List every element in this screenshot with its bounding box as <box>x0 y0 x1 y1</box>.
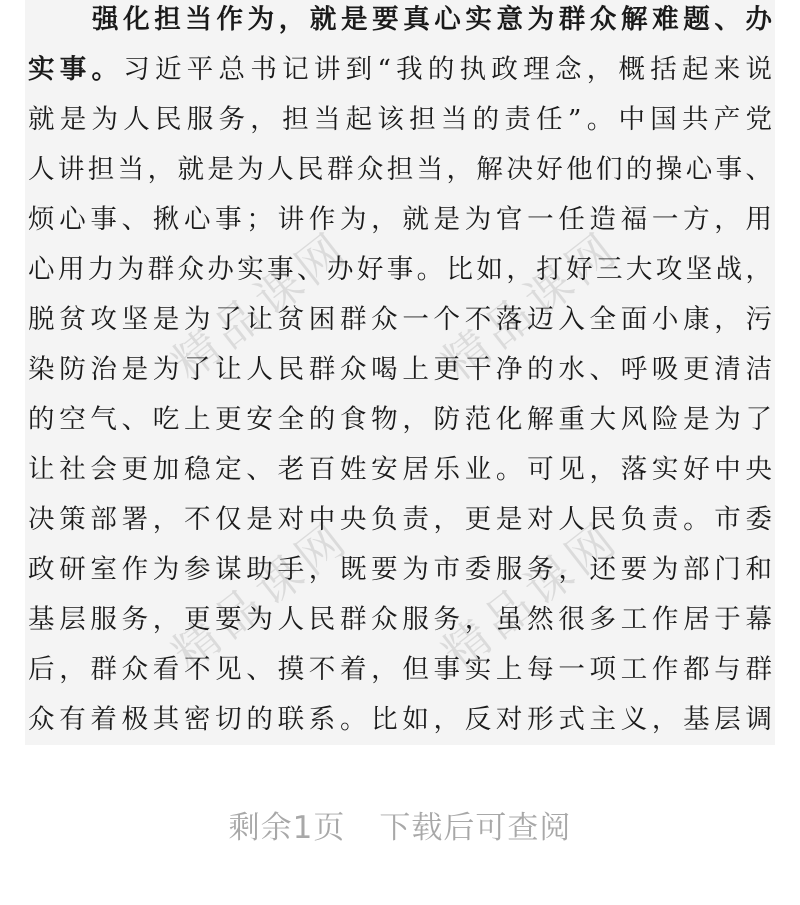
paragraph-line: 就是为人民服务，担当起该担当的责任”。中国共产党 <box>28 104 772 135</box>
paragraph-line: 众有着极其密切的联系。比如，反对形式主义，基层调 <box>28 704 772 735</box>
watermark: 精品课网 <box>432 510 630 681</box>
paragraph-line: 烦心事、揪心事；讲作为，就是为官一任造福一方，用 <box>28 204 772 235</box>
line-text: 习近平总书记讲到“我的执政理念，概括起来说 <box>123 54 772 85</box>
paragraph-line: 基层服务，更要为人民群众服务，虽然很多工作居于幕 <box>28 604 772 635</box>
paragraph-line: 的空气、吃上更安全的食物，防范化解重大风险是为了 <box>28 404 772 435</box>
paragraph-line: 强化担当作为，就是要真心实意为群众解难题、办 <box>92 4 772 35</box>
paragraph-line: 人讲担当，就是为人民群众担当，解决好他们的操心事、 <box>28 154 772 185</box>
paragraph-line: 后，群众看不见、摸不着，但事实上每一项工作都与群 <box>28 654 772 685</box>
watermark: 精品课网 <box>162 220 360 391</box>
watermark: 精品课网 <box>162 510 360 681</box>
download-hint-label: 下载后可查阅 <box>379 810 572 846</box>
paragraph-line: 决策部署，不仅是对中央负责，更是对人民负责。市委 <box>28 504 772 535</box>
paragraph-line: 心用力为群众办实事、办好事。比如，打好三大攻坚战， <box>28 254 772 285</box>
document-page <box>25 0 775 745</box>
paragraph-line: 让社会更加稳定、老百姓安居乐业。可见，落实好中央 <box>28 454 772 485</box>
bold-phrase: 实事。 <box>28 54 124 85</box>
watermark: 精品课网 <box>432 220 630 391</box>
download-prompt[interactable] <box>0 802 800 852</box>
paragraph-line: 政研室作为参谋助手，既要为市委服务，还要为部门和 <box>28 554 772 585</box>
remaining-pages-label: 剩余1页 <box>228 810 346 846</box>
paragraph-line: 染防治是为了让人民群众喝上更干净的水、呼吸更清洁 <box>28 354 772 385</box>
paragraph-line: 脱贫攻坚是为了让贫困群众一个不落迈入全面小康，污 <box>28 304 772 335</box>
paragraph-line <box>28 45 772 95</box>
